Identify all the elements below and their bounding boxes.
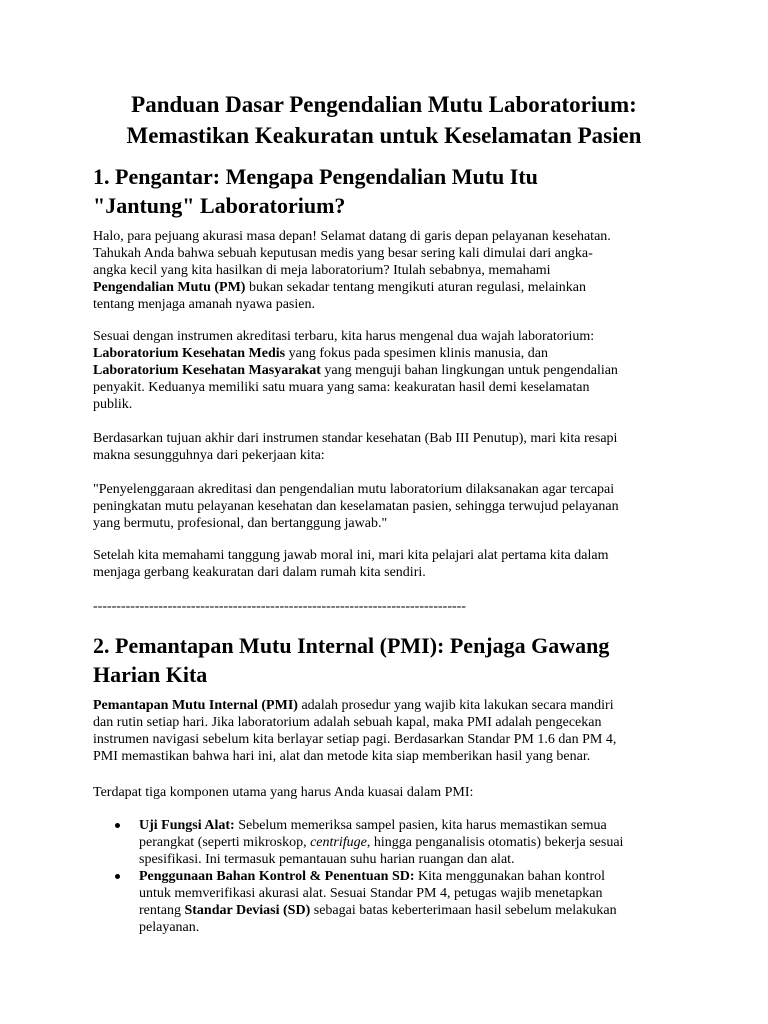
list-item: Uji Fungsi Alat: Sebelum memeriksa sampel pasien, kita harus memastikan semua perangkat (seperti mikroskop, centrifuge, hingga penganalisis otomatis) bekerja sesuai spesifikasi. Ini termasuk pemantauan suhu harian ruangan dan alat. xyxy=(93,817,693,868)
section-1-quote: "Penyelenggaraan akreditasi dan pengendalian mutu laboratorium dilaksanakan agar tercapai peningkatan mutu pelayanan kesehatan dan keselamatan pasien, sehingga terwujud pelayanan yang bermutu, profesional, dan bertanggung jawab." xyxy=(93,482,619,531)
term-pm: Pengendalian Mutu (PM) xyxy=(93,280,246,295)
document-title xyxy=(60,89,708,151)
term-pmi: Pemantapan Mutu Internal (PMI) xyxy=(93,698,298,713)
section-1-paragraph-1: Halo, para pejuang akurasi masa depan! Selamat datang di garis depan pelayanan kesehatan. Tahukah Anda bahwa sebuah keputusan medis yang besar sering kali dimulai dari angka- angka kecil yang kita hasilkan di meja laboratorium? Itulah sebabnya, memahami Pengendalian Mutu (PM) bukan sekadar tentang mengikuti aturan regulasi, melainkan tentang menjaga amanah nyawa pasien. xyxy=(93,229,611,312)
section-1-paragraph-4: Setelah kita memahami tanggung jawab moral ini, mari kita pelajari alat pertama kita dalam menjaga gerbang keakuratan dari dalam rumah kita sendiri. xyxy=(93,548,609,580)
term-lab-masyarakat: Laboratorium Kesehatan Masyarakat xyxy=(93,363,321,378)
bullet-icon xyxy=(115,874,120,879)
section-1-paragraph-2: Sesuai dengan instrumen akreditasi terbaru, kita harus mengenal dua wajah laboratorium: Laboratorium Kesehatan Medis yang fokus pada spesimen klinis manusia, dan Laboratorium Kesehatan Masyarakat yang menguji bahan lingkungan untuk pengendalian penyakit. Keduanya memiliki satu muara yang sama: keakuratan hasil demi keselamatan publik. xyxy=(93,329,618,412)
section-2-paragraph-2: Terdapat tiga komponen utama yang harus Anda kuasai dalam PMI: xyxy=(93,785,474,800)
section-2-heading: 2. Pemantapan Mutu Internal (PMI): Penjaga Gawang Harian Kita xyxy=(93,633,610,687)
section-1-paragraph-3: Berdasarkan tujuan akhir dari instrumen standar kesehatan (Bab III Penutup), mari kita resapi makna sesungguhnya dari pekerjaan kita: xyxy=(93,431,618,463)
list-item: Penggunaan Bahan Kontrol & Penentuan SD: Kita menggunakan bahan kontrol untuk memverifikasi akurasi alat. Sesuai Standar PM 4, petugas wajib menetapkan rentang Standar Deviasi (SD) sebagai batas keberterimaan hasil sebelum melakukan pelayanan. xyxy=(93,868,693,936)
title-line-1: Panduan Dasar Pengendalian Mutu Laboratorium: xyxy=(131,92,637,117)
title-line-2: Memastikan Keakuratan untuk Keselamatan Pasien xyxy=(126,123,642,148)
pmi-component-list xyxy=(93,817,693,936)
section-2-paragraph-1: Pemantapan Mutu Internal (PMI) adalah prosedur yang wajib kita lakukan secara mandiri dan rutin setiap hari. Jika laboratorium adalah sebuah kapal, maka PMI adalah pengecekan instrumen navigasi sebelum kita berlayar setiap pagi. Berdasarkan Standar PM 1.6 dan PM 4, PMI memastikan bahwa hari ini, alat dan metode kita siap memberikan hasil yang benar. xyxy=(93,698,617,764)
section-1-heading: 1. Pengantar: Mengapa Pengendalian Mutu Itu "Jantung" Laboratorium? xyxy=(93,164,538,218)
text-divider: -------------------------------------------------------------------------------- xyxy=(93,599,466,614)
bullet-icon xyxy=(115,823,120,828)
term-lab-medis: Laboratorium Kesehatan Medis xyxy=(93,346,286,361)
